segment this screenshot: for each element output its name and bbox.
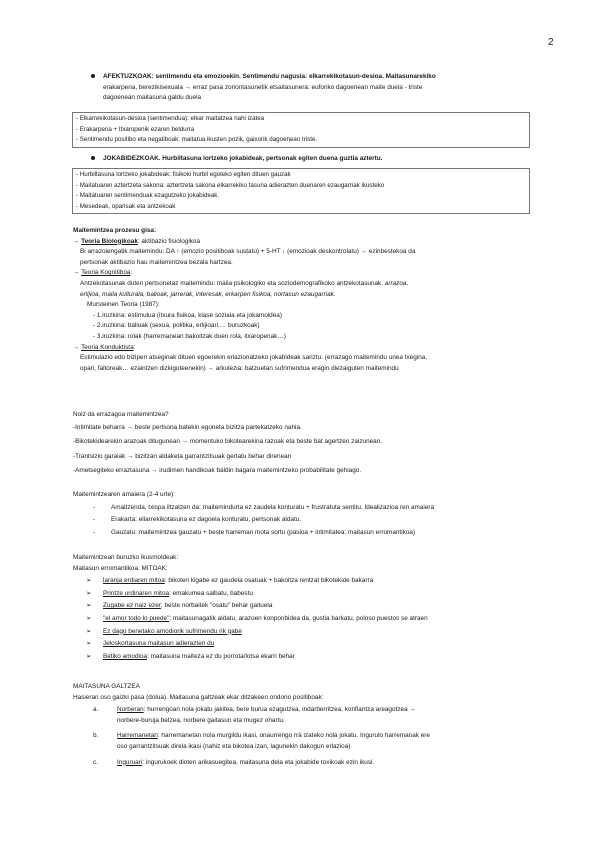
- mito-name: Betiko amodioa: [103, 652, 148, 660]
- mito-name: Printze urdinaren mitoa: [103, 589, 170, 597]
- kog-rest: :: [130, 269, 133, 277]
- mito-name: Zugabe ez naiz ezer: [103, 602, 161, 610]
- kog-line1: Antzekotasunak duten pertsonetaz maitemindu: maila psikologiko eta soziodemografikoko antzekotasunak.: [80, 279, 384, 287]
- mito-name: "el amor todo lo puede": [103, 614, 170, 622]
- noiz-item: -Trantsizio garaiak → bizitzan aldaketa garrantzitsuak gertatu behar direnean: [73, 452, 292, 460]
- list-letter: c.: [93, 758, 98, 766]
- galtzea-intro: Hasieran oso gaizki pasa (dolua). Maitasuna galtzeak ekar ditzakeen ondorio positiboak:: [73, 693, 324, 701]
- afektuzkoak-line2: erakarpena, berezikisexuala → erraz pasa zoriontasunetik etsaitasunera: euforiko dagoenean maite duela - triste: [103, 83, 423, 91]
- galtzea-item-text: : hurrengoan nola jokatu jakitea, bere burua ezagutzea, indarberritzea, konfiantza areagotzea →: [143, 706, 416, 714]
- arrow-bullet-icon: ➢: [86, 589, 92, 597]
- kond-rest: :: [133, 343, 136, 351]
- mito-desc: : beste norbaitek "osatu" behar gaituela: [160, 602, 273, 610]
- box-line: - Hurbiltasuna lortzeko jokabideak: fisikoki hurbil egoteko egiten dituen gauzak: [76, 171, 291, 178]
- galtzea-heading: MAITASUNA GALTZEA: [73, 683, 140, 690]
- galtzea-item-text: : harremanetan nola murgildu ikasi, onaurrengo rrà izateko nola jokatu. Ingurulo harremanak ere: [157, 732, 430, 740]
- mitoak-section: [73, 553, 543, 662]
- mitoak-subheading: Maitasun erromantikoa. MITOAK:: [73, 564, 168, 572]
- noiz-item: -Bikotekidearekin arazoak ditugunean → momentuko bikotearekina razoak eta beste bat agertzen zaizunean.: [73, 438, 383, 446]
- kond-line1: Estimulazio edo bizipen atseginak dituen egoerekin erlazionatzeko jokabideak sariztu. (errazago maitemindu unea txegina,: [80, 354, 428, 362]
- bullet-icon: [91, 156, 95, 160]
- jokabidezkoak-section: [73, 154, 543, 165]
- box-line: - Sentimendu positibo eta negatiboak: maitatua ikusten pozik, gaixorik dagoenean triste.: [76, 136, 318, 144]
- galtzea-item-text2: oso garrantzitsuak direla ikasi (nahiz eta bikotea izan, lagunekin dakogun erlazioa): [117, 742, 351, 750]
- kog-label: Teoria Kognitiboa: [81, 269, 131, 277]
- kond-line2: opari, faltoreak… ezaintzen dizkiguteenekin) → arkulezia: batzuetan sufrimendua eragin diezaiguten maitemindu: [80, 364, 399, 372]
- amaiera-item: Gauzatu: maitemintzea gauzatu + beste harreman mota sortu (pasioa + intimitatea: maitasun erromantikoa): [111, 528, 416, 536]
- amaiera-item: Amaitzenda, txispa iltzatzen da: maitemindurta ez zaudela konturatu + frustratuta sentitu. Idealizazioa ren amaiera: [111, 503, 435, 511]
- galtzea-item-label: Harremanetan: [117, 732, 158, 740]
- kog-line2: erlijioa, maila kulturala, balioak, jarrerak, interesak, erkarpen fisikoa, nortasun ezaugarriak.: [80, 290, 336, 298]
- murstein-item: - 1.iruzkina: estimulua (itxura fisikoa, klase soziala eta jokamoldea): [93, 311, 282, 319]
- box-line: - Erakarpena + Itxaropenik ezaren beldurra: [76, 125, 195, 133]
- bullet-icon: [91, 74, 95, 78]
- afektuzkoak-section: [73, 72, 543, 104]
- kond-label: Teoria Konduktista: [81, 343, 134, 351]
- arrow-bullet-icon: ➢: [86, 602, 92, 610]
- noiz-section: [73, 410, 543, 477]
- mito-desc: : bikoteri kigabe ez gaudela osatuak + bakoitza rentzat bikotekide bakarra: [164, 577, 374, 585]
- jokabidezkoak-box: [72, 168, 530, 214]
- noiz-item: -Ametsegiteko erraztasuna → irudimen handikoak baldin bagara maitemintzeko probabilitate gehiago.: [73, 467, 362, 475]
- arrow-bullet-icon: ➢: [86, 640, 92, 648]
- box-line: - Maitatuaren sentimenduak ezagutzeko jokabideak.: [76, 192, 220, 200]
- galtzea-item-text: : ingurukoek dioten arikasuegitea, maitasuna dela eta jokabide toxikoak ezin ikusi.: [142, 758, 375, 766]
- arrow-bullet-icon: ➢: [86, 577, 92, 585]
- galtzea-item-label: Norberan: [117, 706, 144, 714]
- bio-rest: : aktibazio fisiologikoa: [137, 237, 201, 245]
- murstein-item: - 3.iruzkina: rolak (harremanean bakoitzak duen rola, itxaropenak…): [93, 332, 286, 340]
- bio-line2: pertsonak aktibazio hau maitemintzea bezala hartzea.: [80, 258, 233, 266]
- galtzea-item-text2: norbere-buruja betzea, norbere gaitasun eta mugez ohartu.: [117, 716, 285, 724]
- amaiera-item: Erakarta: ellarrekikotasuna ez dagoela konturatu, pertsonak aldatu.: [111, 516, 302, 524]
- galtzea-section: [73, 682, 543, 768]
- amaiera-section: Maitemintzearen amaiera (2-4 urte): - Amaitzenda, txispa iltzatzen da: maitemindurta ez zaudela konturatu + frustratuta sentitu. Idealizazioa ren amaiera - Erakarta: ellarrekikotasuna ez dagoela konturatu, pertsonak aldatu. - Gauzatu: maitemintzea gauzatu + beste harreman mota sortu (pasioa + intimitatea: maitasun erromantikoa): [73, 490, 543, 538]
- bio-label: Teoria Biologikoak: [81, 237, 138, 245]
- prozesu-heading: Maitemintzea prozesu gisa:: [73, 227, 157, 234]
- mito-name: laranja erdiaren mitoa: [103, 577, 165, 585]
- mito-desc: : maitasuna maiteza ez du porrota/lotsa ekarri behar: [147, 652, 295, 660]
- murstein-heading: Mursteinen Teoria (1987):: [87, 301, 160, 309]
- bio-line1: Bi arrazoiengatik maitemindu: DA ↑ (emozio positiboak sustatu) + 5-HT ↓ (emozioak deskontrolatu) → ezinbestekoa da: [80, 248, 416, 256]
- kog-line1-italic: arrazoa,: [383, 279, 409, 287]
- box-line: - Maitatuaren aztertzeta sakona: aztertzeta sakona elkarrekiko tasuna adierazten duenaren ezaugarriak ikusteko: [76, 181, 385, 189]
- box-line: - Elkarrekikotasun-desioa (sentimendua): elkar maitatzea nahi izatea: [76, 115, 265, 122]
- noiz-heading: Noiz da errazagoa maitemintzea?: [73, 411, 169, 418]
- arrow-bullet-icon: ➢: [86, 652, 92, 660]
- mito-name: Jeloskortasuna maitasun adierazten du: [103, 640, 215, 648]
- mito-desc: : maitasunagatik aldatu, arazoen konponbidea da, gustia barkatu, poloso puestos se atraen: [169, 614, 428, 622]
- afektuzkoak-box: [72, 112, 530, 148]
- amaiera-heading: Maitemintzearen amaiera (2-4 urte):: [73, 491, 175, 498]
- box-line: - Mesedeak, oparisak eta antzekoak: [76, 202, 176, 210]
- mitoak-heading: Maitemintzeari buruzko ikusmoldeak:: [73, 554, 179, 561]
- afektuzkoak-title: AFEKTUZKOAK: sentimendu eta emozioekin. Sentimendu nagusia: elkarrekikotasun-desioa. Maitasunarekiko: [103, 73, 436, 80]
- afektuzkoak-line3: dagoenean maitasuna galdu duela: [103, 94, 202, 102]
- prozesu-section: Maitemintzea prozesu gisa: → Teoria Biologikoak: aktibazio fisiologikoa Bi arrazoiengatik maitemindu: DA ↑ (emozio positiboak sustatu) + 5-HT ↓ (emozioak deskontrolatu) → ezinbestekoa da pertsonak aktibazio hau maitemintzea bezala hartzea. → Teoria Kognitiboa: Antzekotasunak duten pertsonetaz maitemindu: maila psikologiko eta soziodemografikoko antzekotasunak. arrazoa, erlijioa, maila kulturala, balioak, jarrerak, interesak, erkarpen fisikoa, nortasun ezaugarriak. Mursteinen Teoria (1987): - 1.iruzkina: estimulua (itxura fisikoa, klase soziala eta jokamoldea) - 2.iruzkina: balioak (sexua, politika, erlijioari.… buruzkoak) - 3.iruzkina: rolak (harremanean bakoitzak duen rola, itxaropenak…) → Teoria Konduktista: Estimulazio edo bizipen atseginak dituen egoerekin erlazionatzeko jokabideak sariztu. (errazago maitemindu unea txegina, opari, faltoreak… ezaintzen dizkiguteenekin) → arkulezia: batzuetan sufrimendua eragin diezaiguten maitemindu: [73, 226, 543, 374]
- list-letter: b.: [93, 732, 99, 740]
- list-letter: a.: [93, 706, 99, 714]
- mito-name: Ez dago benetako amodiorik sufrimendu rik gabe: [103, 627, 242, 635]
- arrow-bullet-icon: ➢: [86, 614, 92, 622]
- page-number: 2: [548, 37, 554, 48]
- jokabidezkoak-title: JOKABIDEZKOAK. Hurbiltasuna lortzeko jokabideak, pertsonak egiten duena guztia aztertu.: [103, 155, 383, 162]
- galtzea-item-label: Inguruari: [117, 758, 143, 766]
- mito-desc: : emakumea salbatu, babestu: [169, 589, 253, 597]
- arrow-bullet-icon: ➢: [86, 627, 92, 635]
- noiz-item: -Intimitate beharra → beste pertsona batekin egoneta bizitza partekatzeko nahia.: [73, 423, 302, 431]
- murstein-item: - 2.iruzkina: balioak (sexua, politika, erlijioari.… buruzkoak): [93, 322, 260, 330]
